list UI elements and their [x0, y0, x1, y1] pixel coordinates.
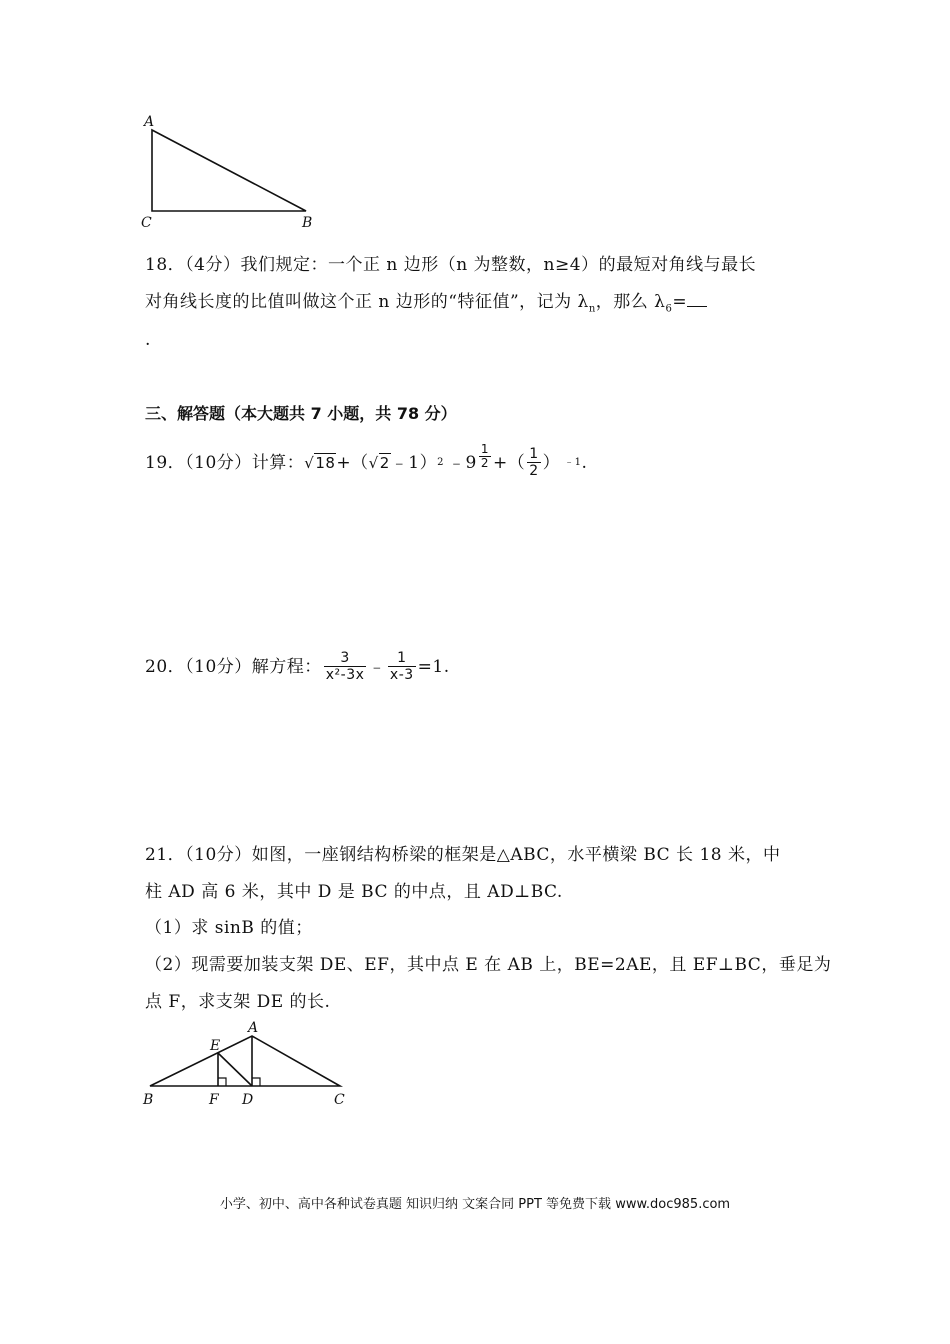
- q21-line2: 柱 AD 高 6 米，其中 D 是 BC 的中点，且 AD⊥BC.: [145, 882, 563, 902]
- q18-sub-n: n: [588, 303, 596, 315]
- label-f: F: [209, 1092, 219, 1108]
- q20-end: =1.: [417, 656, 450, 677]
- footer-text: 小学、初中、高中各种试卷真题 知识归纳 文案合同 PPT 等免费下载 www.doc985.com: [219, 1197, 731, 1212]
- q19-expression: [145, 442, 588, 479]
- q20-frac2: [388, 650, 416, 683]
- q19-prefix: 19．（10分）计算：: [145, 452, 305, 473]
- segment-de: [218, 1053, 252, 1086]
- q18-sub-6: 6: [665, 303, 673, 315]
- bridge-frame-figure: [138, 1018, 358, 1112]
- frac-denominator: x-3: [389, 667, 414, 683]
- q19-minus1: ﹣1）: [390, 452, 438, 473]
- frac-numerator: 1: [397, 650, 407, 666]
- label-d: D: [242, 1092, 254, 1108]
- right-angle-mark-d: [252, 1078, 260, 1086]
- q20-prefix: 20．（10分）解方程：: [145, 656, 322, 677]
- q21-part1: （1）求 sinB 的值；: [145, 918, 313, 938]
- q18-line2: [145, 290, 707, 321]
- q21-line1: 21．（10分）如图，一座钢结构桥梁的框架是△ABC，水平横梁 BC 长 18 米，中: [145, 845, 781, 865]
- q18-eq: =: [672, 292, 688, 312]
- answer-blank: [687, 290, 707, 307]
- frac-denominator: x²-3x: [325, 667, 365, 683]
- q21-part2-line2: 点 F，求支架 DE 的长.: [145, 992, 331, 1012]
- frac-denominator: 2: [529, 463, 539, 479]
- q19-frac-half: [527, 446, 540, 479]
- frac-numerator: 1: [480, 442, 489, 456]
- triangle-acb-figure: [138, 110, 328, 232]
- q19-plus2: +（: [492, 452, 526, 473]
- sqrt-2-radicand: 2: [379, 453, 390, 472]
- sqrt-18-radicand: 18: [315, 453, 336, 472]
- q19-exp2: 2: [437, 456, 444, 468]
- frac-denominator: 2: [480, 456, 489, 470]
- q20-minus: ﹣: [368, 656, 386, 677]
- sqrt-18: √18: [304, 453, 336, 472]
- q18-line2-text: 对角线长度的比值叫做这个正 n 边形的“特征值”，记为 λ: [145, 292, 589, 312]
- frac-numerator: 1: [529, 446, 539, 462]
- label-b: B: [302, 215, 313, 231]
- label-e: E: [210, 1038, 221, 1054]
- label-b: B: [143, 1092, 154, 1108]
- triangle-acb: [152, 130, 306, 211]
- label-c: C: [334, 1092, 345, 1108]
- q18-line1: 18．（4分）我们规定：一个正 n 边形（n 为整数，n≥4）的最短对角线与最长: [145, 255, 757, 275]
- q19-end: .: [581, 452, 588, 473]
- frac-numerator: 3: [340, 650, 350, 666]
- label-a: A: [248, 1020, 259, 1036]
- q19-minus9: ﹣9: [447, 452, 477, 473]
- label-c: C: [141, 215, 152, 231]
- section-heading: 三、解答题（本大题共 7 小题，共 78 分）: [145, 404, 457, 423]
- sqrt-2: √2: [368, 453, 390, 472]
- q19-plus1: +（: [336, 452, 369, 473]
- q19-frac-exponent: [479, 443, 491, 470]
- q20-equation: [145, 650, 450, 683]
- q21-part2-line1: （2）现需要加装支架 DE、EF，其中点 E 在 AB 上，BE=2AE，且 EF⊥BC，垂足为: [145, 955, 832, 975]
- q18-line2-mid: ，那么 λ: [595, 292, 666, 312]
- label-a: A: [144, 114, 155, 130]
- q19-exp-neg1: ﹣1: [564, 456, 582, 468]
- q18-line3: .: [145, 330, 151, 350]
- q20-frac1: [324, 650, 367, 683]
- q19-close: ）: [542, 452, 561, 473]
- right-angle-mark-f: [218, 1078, 226, 1086]
